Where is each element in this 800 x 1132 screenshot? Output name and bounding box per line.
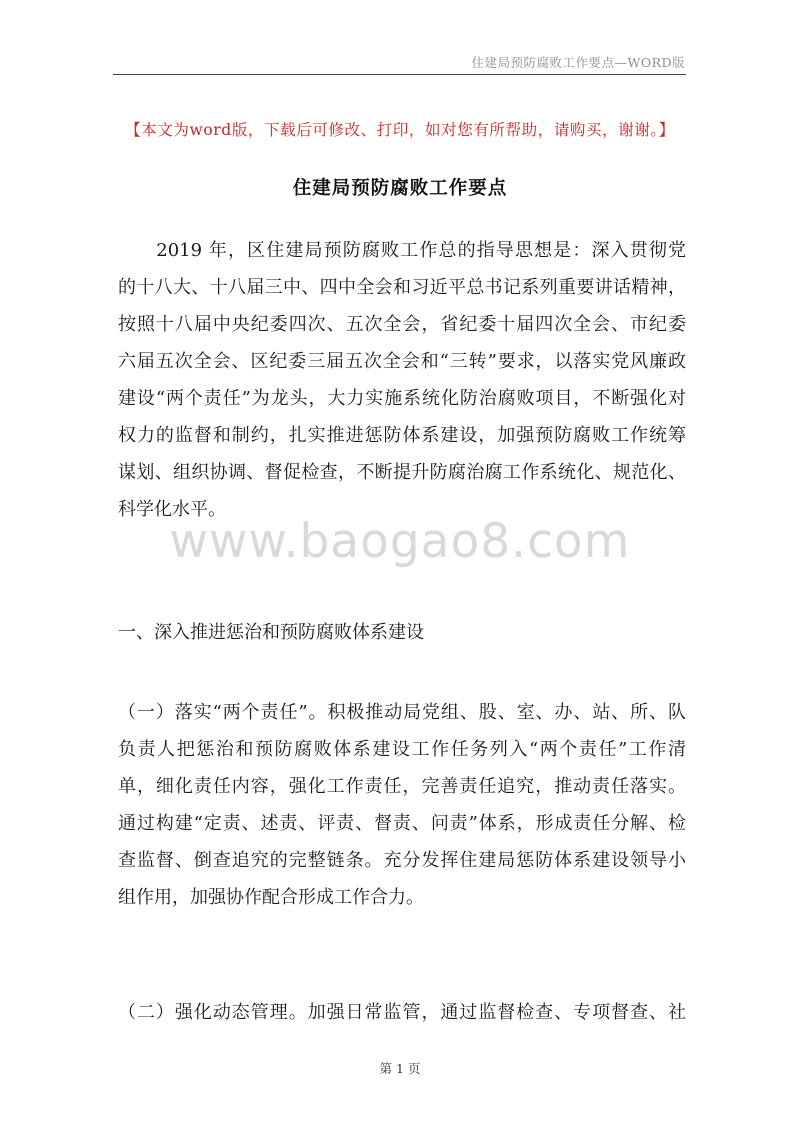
paragraph-line: （一）落实“两个责任”。积极推动局党组、股、室、办、站、所、队 xyxy=(118,702,686,723)
header-divider xyxy=(113,74,686,75)
paragraph-line: 的十八大、十八届三中、四中全会和习近平总书记系列重要讲话精神， xyxy=(118,277,686,298)
paragraph-line: 权力的监督和制约，扎实推进惩防体系建设，加强预防腐败工作统筹 xyxy=(118,425,686,446)
paragraph-line: 组作用，加强协作配合形成工作合力。 xyxy=(118,887,424,908)
running-header: 住建局预防腐败工作要点—WORD版 xyxy=(471,55,685,70)
intro-paragraph xyxy=(118,232,686,528)
watermark: www.baogao8.com xyxy=(169,514,631,569)
paragraph-line: 谋划、组织协调、督促检查，不断提升防腐治腐工作系统化、规范化、 xyxy=(118,462,686,483)
paragraph-line: 负责人把惩治和预防腐败体系建设工作任务列入“两个责任”工作清 xyxy=(118,739,686,760)
paragraph-line: （二）强化动态管理。加强日常监管，通过监督检查、专项督查、社 xyxy=(118,1002,686,1023)
page-number: 第 1 页 xyxy=(379,1061,421,1076)
paragraph-line: 科学化水平。 xyxy=(118,499,226,520)
paragraph-line: 查监督、倒查追究的完整链条。充分发挥住建局惩防体系建设领导小 xyxy=(118,850,686,871)
paragraph-line: 2019 年，区住建局预防腐败工作总的指导思想是：深入贯彻党 xyxy=(118,240,686,261)
paragraph-line: 通过构建“定责、述责、评责、督责、问责”体系，形成责任分解、检 xyxy=(118,813,686,834)
purchase-notice: 【本文为word版，下载后可修改、打印，如对您有所帮助，请购买，谢谢。】 xyxy=(125,121,675,139)
paragraph-line: 六届五次全会、区纪委三届五次全会和“三转”要求，以落实党风廉政 xyxy=(118,351,686,372)
section-heading xyxy=(118,614,686,651)
section-heading-text: 一、深入推进惩治和预防腐败体系建设 xyxy=(118,622,424,643)
paragraph-line: 按照十八届中央纪委四次、五次全会，省纪委十届四次全会、市纪委 xyxy=(118,314,686,335)
paragraph-line: 建设“两个责任”为龙头，大力实施系统化防治腐败项目，不断强化对 xyxy=(118,388,686,409)
paragraph-line: 单，细化责任内容，强化工作责任，完善责任追究，推动责任落实。 xyxy=(118,776,686,797)
subsection-2-paragraph xyxy=(118,994,686,1031)
document-title: 住建局预防腐败工作要点 xyxy=(292,178,508,199)
subsection-1-paragraph xyxy=(118,694,686,916)
